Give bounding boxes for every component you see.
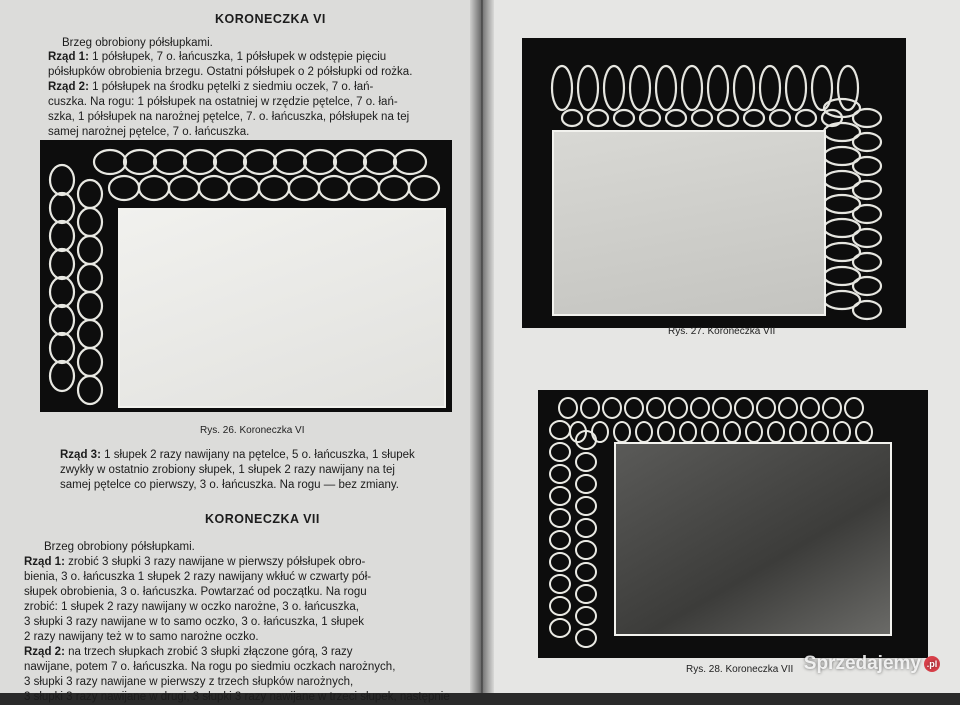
lace-loop — [625, 398, 643, 418]
lace-loop — [853, 277, 881, 295]
lace-loop — [669, 398, 687, 418]
lace-loop — [550, 465, 570, 483]
lace-loop — [735, 398, 753, 418]
lace-loop — [682, 66, 702, 110]
lace-loop — [244, 150, 276, 174]
lace-loop — [734, 66, 754, 110]
row-text: 1 półsłupek, 7 o. łańcuszka, 1 półsłupek w odstępie pięciu — [88, 51, 387, 63]
lace-loop — [666, 110, 686, 126]
instruction-line — [24, 645, 450, 660]
lace-loop — [768, 422, 784, 442]
lace-loop — [550, 509, 570, 527]
lace-loop — [744, 110, 764, 126]
lace-loop — [78, 208, 102, 236]
lace-loop — [364, 150, 396, 174]
lace-loop — [550, 487, 570, 505]
lace-loop — [853, 109, 881, 127]
lace-loop — [50, 305, 74, 335]
heading-koroneczka-vii: KORONECZKA VII — [205, 512, 320, 526]
lace-loop — [576, 519, 596, 537]
lace-loop — [78, 292, 102, 320]
row-label: Rząd 1: — [48, 51, 89, 63]
lace-loop — [636, 422, 652, 442]
lace-loop — [50, 221, 74, 251]
fabric-28 — [614, 442, 892, 636]
lace-loop — [812, 66, 832, 110]
caption-rys-28: Rys. 28. Koroneczka VII — [686, 664, 794, 675]
row-text: na trzech słupkach zrobić 3 słupki złączone górą, 3 razy — [64, 646, 353, 658]
lace-loop — [576, 541, 596, 559]
lace-loop — [853, 301, 881, 319]
row-text: słupek obrobienia, 3 o. łańcuszka. Powtarzać od początku. Na rogu — [24, 586, 367, 598]
instruction-line — [60, 478, 415, 493]
lace-loop — [853, 253, 881, 271]
lace-loop — [109, 176, 139, 200]
fabric-27 — [552, 130, 826, 316]
instruction-line — [24, 555, 450, 570]
instruction-line — [48, 65, 412, 80]
row-text: zrobić 3 słupki 3 razy nawijane w pierwszy półsłupek obro- — [64, 556, 366, 568]
lace-loop — [853, 229, 881, 247]
row-text: cuszka. Na rogu: 1 półsłupek na ostatniej w rzędzie pętelce, 7 o. łań- — [48, 96, 398, 108]
instruction-line — [48, 110, 412, 125]
lace-loop — [124, 150, 156, 174]
row-text: zwykły w ostatnio zrobiony słupek, 1 słupek 2 razy nawijany na tej — [60, 464, 395, 476]
lace-loop — [78, 376, 102, 404]
lace-loop — [319, 176, 349, 200]
lace-loop — [50, 277, 74, 307]
lace-loop — [94, 150, 126, 174]
lace-loop — [604, 66, 624, 110]
lace-loop — [757, 398, 775, 418]
lace-loop — [713, 398, 731, 418]
lace-loop — [562, 110, 582, 126]
lace-loop — [578, 66, 598, 110]
lace-loop — [718, 110, 738, 126]
lace-loop — [78, 236, 102, 264]
instruction-line — [60, 448, 415, 463]
lace-loop — [576, 497, 596, 515]
instruction-line — [24, 570, 450, 585]
lace-loop — [845, 398, 863, 418]
row-label: Rząd 2: — [48, 81, 89, 93]
row-text: samej pętelce co pierwszy, 3 o. łańcuszka. Na rogu — bez zmiany. — [60, 479, 399, 491]
lace-loop — [614, 422, 630, 442]
lace-loop — [576, 607, 596, 625]
lace-loop — [550, 619, 570, 637]
caption-rys-26: Rys. 26. Koroneczka VI — [200, 425, 305, 436]
lace-loop — [702, 422, 718, 442]
book-gutter — [470, 0, 494, 693]
row-text: 3 słupki 3 razy nawijane w pierwszy z trzech słupków narożnych, — [24, 676, 354, 688]
intro-text-vi: Brzeg obrobiony półsłupkami. — [62, 37, 213, 49]
lace-loop — [779, 398, 797, 418]
photo-rys-28 — [538, 390, 928, 658]
lace-loop — [139, 176, 169, 200]
lace-loop — [746, 422, 762, 442]
row-text: szka, 1 półsłupek na narożnej pętelce, 7. o. łańcuszka, półsłupek na tej — [48, 111, 410, 123]
row-text: 3 słupki 3 razy nawijane w drugi, 3 słupki 3 razy nawijane w trzeci słupek, następnie — [24, 691, 450, 703]
lace-loop — [550, 597, 570, 615]
lace-loop — [614, 110, 634, 126]
lace-loop — [304, 150, 336, 174]
lace-loop — [409, 176, 439, 200]
lace-loop — [853, 181, 881, 199]
row-label: Rząd 2: — [24, 646, 65, 658]
lace-loop — [576, 585, 596, 603]
lace-loop — [724, 422, 740, 442]
instruction-line — [24, 585, 450, 600]
lace-loop — [853, 133, 881, 151]
lace-loop — [50, 165, 74, 195]
lace-loop — [691, 398, 709, 418]
lace-loop — [78, 348, 102, 376]
lace-loop — [760, 66, 780, 110]
lace-loop — [812, 422, 828, 442]
lace-loop — [50, 193, 74, 223]
instruction-line — [48, 125, 412, 140]
instruction-line — [48, 80, 412, 95]
lace-loop — [647, 398, 665, 418]
row-text: nawijane, potem 7 o. łańcuszka. Na rogu po siedmiu oczkach narożnych, — [24, 661, 396, 673]
lace-loop — [588, 110, 608, 126]
lace-loop — [581, 398, 599, 418]
row-text: 1 słupek 2 razy nawijany na pętelce, 5 o. łańcuszka, 1 słupek — [100, 449, 415, 461]
lace-loop — [379, 176, 409, 200]
instruction-line — [60, 463, 415, 478]
lace-loop — [692, 110, 712, 126]
watermark-suffix: .pl — [924, 656, 940, 672]
lace-loop — [78, 264, 102, 292]
lace-loop — [576, 629, 596, 647]
instruction-line — [24, 675, 450, 690]
lace-loop — [823, 398, 841, 418]
lace-loop — [184, 150, 216, 174]
lace-loop — [550, 531, 570, 549]
lace-loop — [640, 110, 660, 126]
lace-loop — [274, 150, 306, 174]
lace-loop — [229, 176, 259, 200]
caption-rys-27: Rys. 27. Koroneczka VII — [668, 326, 776, 337]
lace-loop — [154, 150, 186, 174]
instruction-line — [48, 95, 412, 110]
lace-loop — [169, 176, 199, 200]
lace-loop — [259, 176, 289, 200]
right-page — [482, 0, 960, 693]
instruction-line — [24, 600, 450, 615]
lace-loop — [550, 575, 570, 593]
lace-loop — [214, 150, 246, 174]
lace-loop — [576, 475, 596, 493]
lace-loop — [50, 333, 74, 363]
lace-loop — [770, 110, 790, 126]
row-text: bienia, 3 o. łańcuszka 1 słupek 2 razy nawijany wkłuć w czwarty pół- — [24, 571, 372, 583]
lace-loop — [78, 320, 102, 348]
row-text: 2 razy nawijany też w to samo narożne oczko. — [24, 631, 259, 643]
lace-loop — [656, 66, 676, 110]
photo-rys-26 — [40, 140, 452, 412]
lace-loop — [199, 176, 229, 200]
lace-loop — [50, 249, 74, 279]
lace-loop — [838, 66, 858, 110]
lace-loop — [658, 422, 674, 442]
row-text: półsłupków obrobienia brzegu. Ostatni półsłupek o 2 półsłupki od rożka. — [48, 66, 413, 78]
intro-text-vii: Brzeg obrobiony półsłupkami. — [44, 541, 195, 553]
watermark — [804, 653, 940, 675]
row-text: samej narożnej pętelce, 7 o. łańcuszka. — [48, 126, 250, 138]
lace-loop — [834, 422, 850, 442]
lace-loop — [550, 443, 570, 461]
lace-loop — [559, 398, 577, 418]
lace-loop — [552, 66, 572, 110]
lace-loop — [394, 150, 426, 174]
lace-loop — [786, 66, 806, 110]
instruction-line — [48, 50, 412, 65]
instruction-line — [24, 660, 450, 675]
row-label: Rząd 3: — [60, 449, 101, 461]
lace-loop — [576, 563, 596, 581]
lace-loop — [550, 553, 570, 571]
lace-loop — [796, 110, 816, 126]
row-text: zrobić: 1 słupek 2 razy nawijany w oczko narożne, 3 o. łańcuszka, — [24, 601, 359, 613]
row-label: Rząd 1: — [24, 556, 65, 568]
heading-koroneczka-vi: KORONECZKA VI — [215, 12, 326, 26]
lace-loop — [680, 422, 696, 442]
instructions-vi — [48, 50, 412, 140]
lace-loop — [630, 66, 650, 110]
instructions-vii — [24, 555, 450, 705]
lace-loop — [708, 66, 728, 110]
lace-loop — [603, 398, 621, 418]
instruction-line — [24, 615, 450, 630]
instructions-vi-row3 — [60, 448, 415, 493]
lace-loop — [349, 176, 379, 200]
lace-loop — [853, 157, 881, 175]
lace-loop — [550, 421, 570, 439]
lace-loop — [856, 422, 872, 442]
lace-loop — [790, 422, 806, 442]
instruction-line — [24, 690, 450, 705]
lace-loop — [289, 176, 319, 200]
lace-loop — [78, 180, 102, 208]
lace-loop — [576, 453, 596, 471]
instruction-line — [24, 630, 450, 645]
photo-rys-27 — [522, 38, 906, 328]
watermark-text: Sprzedajemy — [803, 653, 921, 674]
fabric-26 — [118, 208, 446, 408]
lace-loop — [50, 361, 74, 391]
lace-loop — [334, 150, 366, 174]
row-text: 1 półsłupek na środku pętelki z siedmiu oczek, 7 o. łań- — [88, 81, 374, 93]
lace-loop — [801, 398, 819, 418]
lace-loop — [853, 205, 881, 223]
lace-loop — [592, 422, 608, 442]
row-text: 3 słupki 3 razy nawijane w to samo oczko, 3 o. łańcuszka, 1 słupek — [24, 616, 365, 628]
